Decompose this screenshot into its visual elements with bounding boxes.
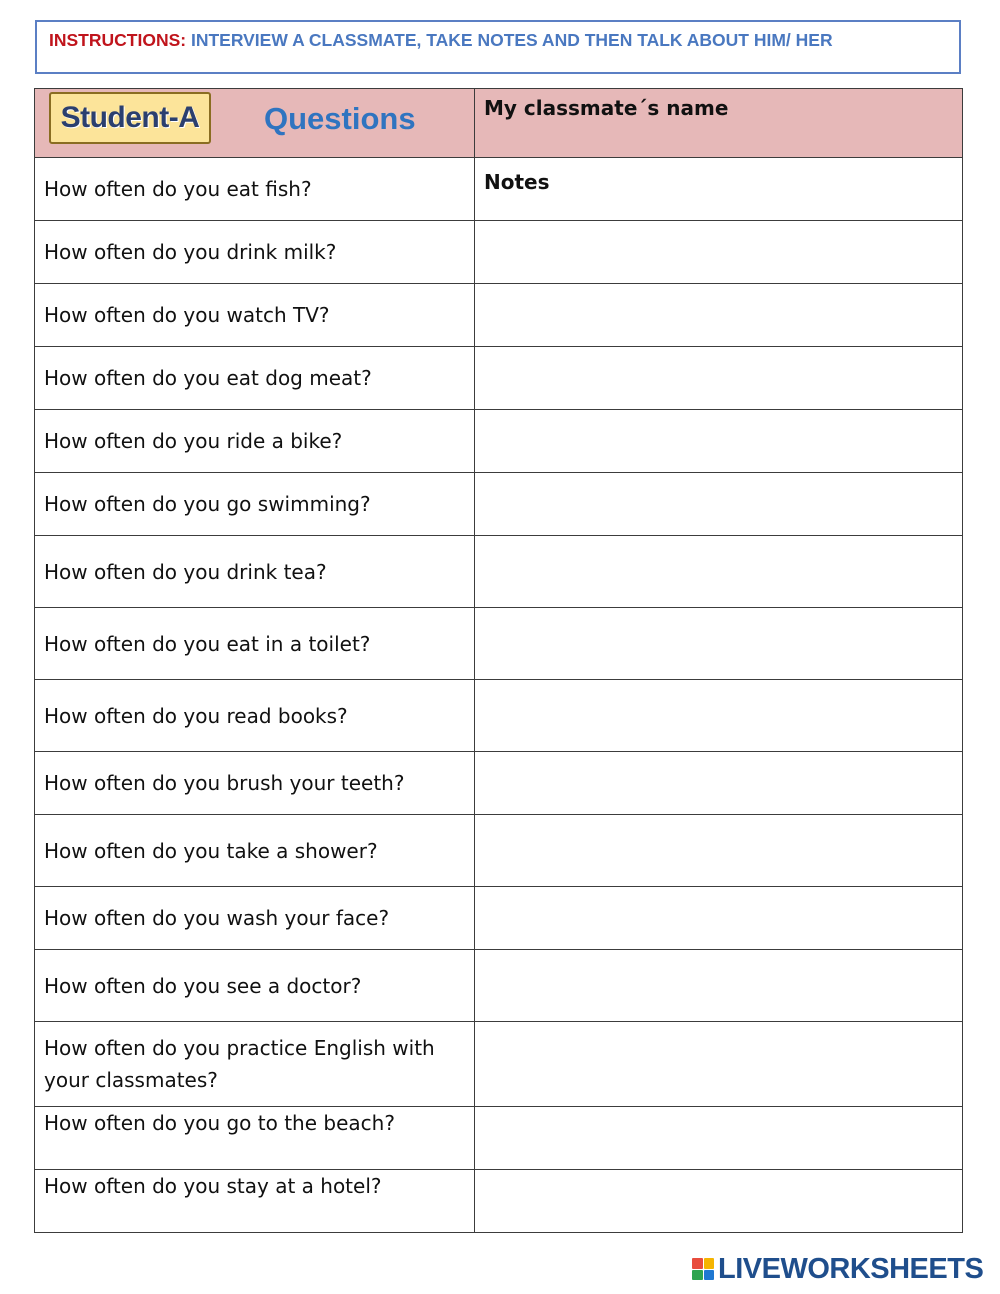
question-text: How often do you ride a bike? — [35, 410, 475, 473]
question-text: How often do you brush your teeth? — [35, 752, 475, 815]
table-row — [35, 221, 963, 284]
question-text: How often do you wash your face? — [35, 887, 475, 950]
instructions-box — [35, 20, 961, 74]
table-row — [35, 473, 963, 536]
question-text: How often do you eat in a toilet? — [35, 608, 475, 680]
answer-cell[interactable] — [475, 1022, 963, 1107]
table-row — [35, 608, 963, 680]
instructions-text: INTERVIEW A CLASSMATE, TAKE NOTES AND THEN TALK ABOUT HIM/ HER — [190, 30, 833, 50]
answer-cell[interactable] — [475, 410, 963, 473]
table-row — [35, 536, 963, 608]
table-row — [35, 284, 963, 347]
classmate-name-field[interactable]: My classmate´s name — [475, 89, 963, 158]
table-row — [35, 158, 963, 221]
liveworksheets-brand — [692, 1252, 992, 1286]
logo-square — [704, 1258, 715, 1269]
answer-cell[interactable] — [475, 1170, 963, 1233]
answer-cell[interactable] — [475, 221, 963, 284]
question-text: How often do you take a shower? — [35, 815, 475, 887]
question-text: How often do you go to the beach? — [35, 1107, 475, 1170]
answer-cell[interactable] — [475, 284, 963, 347]
interview-table — [34, 88, 963, 1233]
question-text: How often do you read books? — [35, 680, 475, 752]
table-header-row — [35, 89, 963, 158]
instructions-label: INSTRUCTIONS: — [49, 30, 187, 50]
answer-cell[interactable] — [475, 608, 963, 680]
answer-cell[interactable] — [475, 950, 963, 1022]
question-text: How often do you practice English with your classmates? — [35, 1022, 475, 1107]
table-row — [35, 752, 963, 815]
logo-square — [704, 1270, 715, 1281]
question-text: How often do you stay at a hotel? — [35, 1170, 475, 1233]
question-text: How often do you see a doctor? — [35, 950, 475, 1022]
student-badge: Student-A — [49, 92, 211, 144]
table-row — [35, 1022, 963, 1107]
answer-cell[interactable] — [475, 887, 963, 950]
question-text: How often do you drink tea? — [35, 536, 475, 608]
answer-cell[interactable] — [475, 752, 963, 815]
question-text: How often do you watch TV? — [35, 284, 475, 347]
questions-title: Questions — [264, 101, 416, 136]
answer-cell[interactable] — [475, 473, 963, 536]
logo-square — [692, 1258, 703, 1269]
table-row — [35, 410, 963, 473]
table-row — [35, 347, 963, 410]
answer-cell[interactable] — [475, 536, 963, 608]
table-row — [35, 1107, 963, 1170]
table-row — [35, 815, 963, 887]
table-row — [35, 887, 963, 950]
answer-cell[interactable] — [475, 680, 963, 752]
liveworksheets-logo-icon — [692, 1258, 714, 1280]
answer-cell[interactable] — [475, 815, 963, 887]
question-text: How often do you drink milk? — [35, 221, 475, 284]
table-row — [35, 1170, 963, 1233]
table-row — [35, 950, 963, 1022]
questions-header-cell — [35, 89, 475, 158]
notes-answer-cell[interactable]: Notes — [475, 158, 963, 221]
logo-square — [692, 1270, 703, 1281]
answer-cell[interactable] — [475, 1107, 963, 1170]
answer-cell[interactable] — [475, 347, 963, 410]
question-text: How often do you eat dog meat? — [35, 347, 475, 410]
question-text: How often do you go swimming? — [35, 473, 475, 536]
brand-text: LIVEWORKSHEETS — [718, 1252, 984, 1285]
table-row — [35, 680, 963, 752]
question-text: How often do you eat fish? — [35, 158, 475, 221]
